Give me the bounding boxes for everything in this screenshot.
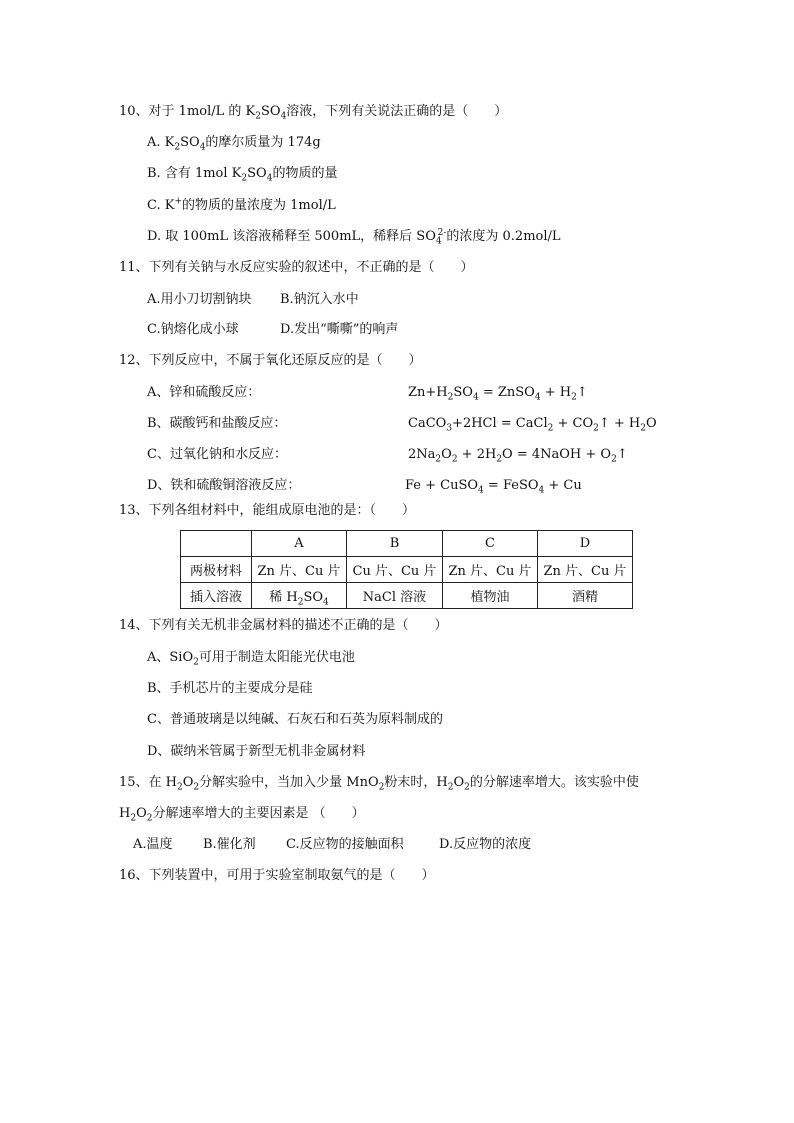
table-header-cell: A xyxy=(252,531,347,557)
q12-option-a-equation: $Zn+H_2SO_4$ = ZnSO$_4$ + $H_2↑$ xyxy=(408,385,588,403)
q12-option-d-label: D、铁和硫酸铜溶液反应： xyxy=(147,478,301,493)
q15-stem-line1: 15、在 $H_2O_2$分解实验中，当加入少量 MnO$_2$粉末时，$H_2O_2$的分解速率增大。该实验中使 xyxy=(119,775,639,793)
table-cell: 植物油 xyxy=(443,583,538,609)
table-row xyxy=(181,583,633,609)
q15-option-b: B.催化剂 xyxy=(203,837,256,852)
q10-option-a: A. $K_2SO_4$的摩尔质量为 174g xyxy=(147,135,321,153)
table-cell: 两极材料 xyxy=(181,557,252,583)
q14-option-c: C、普通玻璃是以纯碱、石灰石和石英为原料制成的 xyxy=(147,712,443,727)
table-cell: 稀 $H_2SO_4$ xyxy=(252,583,347,609)
q12-option-b-label: B、碳酸钙和盐酸反应： xyxy=(147,416,287,431)
q11-stem: 11、下列有关钠与水反应实验的叙述中，不正确的是（ ） xyxy=(119,260,474,275)
q11-option-a: A.用小刀切割钠块 xyxy=(147,292,252,307)
q12-option-a-label: A、锌和硫酸反应： xyxy=(147,385,261,400)
q12-option-c-equation: $2Na_2O_2 + 2H_2O$ = 4NaOH + $O_2↑$ xyxy=(408,447,628,465)
q15-option-d: D.反应物的浓度 xyxy=(439,837,532,852)
q11-option-b: B.钠沉入水中 xyxy=(280,292,359,307)
q15-stem-line2: $H_2O_2$分解速率增大的主要因素是 （ ） xyxy=(119,806,365,824)
q16-stem: 16、下列装置中，可用于实验室制取氨气的是（ ） xyxy=(119,868,435,883)
q10-option-c: C. K+的物质的量浓度为 1mol/L xyxy=(147,196,336,213)
q14-option-a: A、SiO$_2$可用于制造太阳能光伏电池 xyxy=(147,650,355,668)
table-cell: Cu 片、Cu 片 xyxy=(346,557,442,583)
q14-stem: 14、下列有关无机非金属材料的描述不正确的是（ ） xyxy=(119,618,448,633)
q15-option-a: A.温度 xyxy=(133,837,173,852)
table-cell: Zn 片、Cu 片 xyxy=(443,557,538,583)
table-header-cell: B xyxy=(346,531,442,557)
q14-option-b: B、手机芯片的主要成分是硅 xyxy=(147,681,313,696)
table-cell: 插入溶液 xyxy=(181,583,252,609)
table-header-cell xyxy=(181,531,252,557)
q12-option-b-equation: CaCO$_3$+2HCl = CaCl$_2$ + $CO_2↑ + H_2O$ xyxy=(408,416,657,434)
table-cell: Zn 片、Cu 片 xyxy=(537,557,632,583)
q12-option-c-label: C、过氧化钠和水反应： xyxy=(147,447,287,462)
q13-stem: 13、下列各组材料中，能组成原电池的是：（ ） xyxy=(119,503,416,518)
q11-option-c: C.钠熔化成小球 xyxy=(147,322,239,337)
q10-option-b: B. 含有 1mol $K_2SO_4$的物质的量 xyxy=(147,166,338,184)
table-cell: Zn 片、Cu 片 xyxy=(252,557,347,583)
q10-option-d: D. 取 100mL 该溶液稀释至 500mL，稀释后 $SO_4^{2-}$的浓度为 0.2mol/L xyxy=(147,227,561,247)
table-header-row xyxy=(181,531,633,557)
q12-option-d-equation: Fe + CuSO$_4$ = FeSO$_4$ + Cu xyxy=(405,478,582,496)
q14-option-d: D、碳纳米管属于新型无机非金属材料 xyxy=(147,744,366,759)
q11-option-d: D.发出“嘶嘶”的响声 xyxy=(280,322,399,337)
table-header-cell: C xyxy=(443,531,538,557)
table-cell: 酒精 xyxy=(537,583,632,609)
table-row xyxy=(181,557,633,583)
table-cell: NaCl 溶液 xyxy=(346,583,442,609)
q10-stem: 10、对于 1mol/L 的 $K_2SO_4$溶液，下列有关说法正确的是（ ） xyxy=(119,104,508,122)
q12-stem: 12、下列反应中，不属于氧化还原反应的是（ ） xyxy=(119,353,422,368)
q15-option-c: C.反应物的接触面积 xyxy=(286,837,404,852)
table-header-cell: D xyxy=(537,531,632,557)
battery-materials-table xyxy=(180,530,633,609)
